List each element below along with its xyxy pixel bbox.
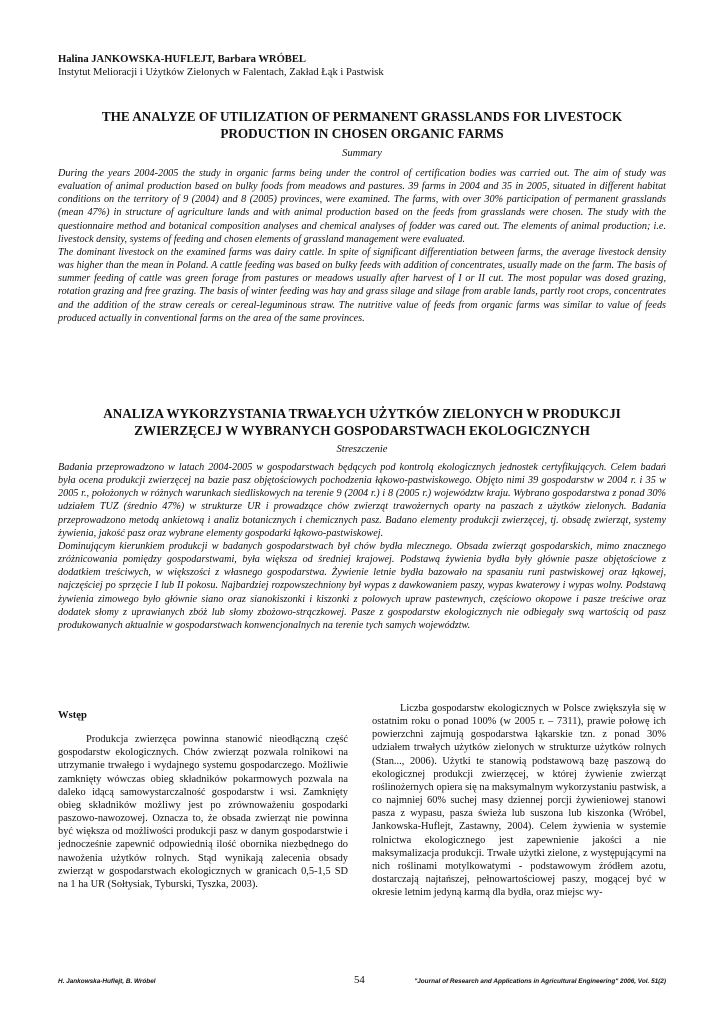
polish-title: ANALIZA WYKORZYSTANIA TRWAŁYCH UŻYTKÓW ZIELONYCH W PRODUKCJI ZWIERZĘCEJ W WYBRANYCH GOSPODARSTWACH EKOLOGICZNYCH bbox=[103, 406, 621, 438]
polish-abstract-paragraph-2: Dominującym kierunkiem produkcji w badanych gospodarstwach był chów bydła mlecznego. Obsada zwierząt gospodarskich, mimo znacznego zróżnicowania pomiędzy gospodarstwami, była większa od średniej krajowej. Podstawą żywienia bydła były głównie pasze objętościowe z dodatkiem treściwych, w większości z własnego gospodarstwa. Żywienie letnie bydła bazowało na spasaniu runi pastwiskowej oraz łąkowej, najczęściej po sprzęcie I lub II pokosu. Najbardziej rozpowszechniony był wypas z dawkowaniem paszy, wypas kwaterowy i wypas wolny. Podstawą żywienia zimowego było głównie siano oraz sianokiszonki i kiszonki z polowych upraw pastewnych, częściowo okopowe i pasze treściwe oraz dodatek słomy z uprawianych zbóż lub słomy zbożowo-strączkowej. Pasze z gospodarstw ekologicznych nie odbiegały swą wartością od pasz produkowanych aktualnie w gospodarstwach konwencjonalnych na terenie tych samych województw. bbox=[58, 540, 666, 631]
polish-abstract-paragraph-1: Badania przeprowadzono w latach 2004-2005 w gospodarstwach będących pod kontrolą ekologicznych jednostek certyfikujących. Celem badań była ocena produkcji zwierzęcej na bazie pasz objętościowych pochodzenia łąkowo-pastwiskowego. Objęto nimi 39 gospodarstw w 2004 r. i 35 w 2005 r., położonych w różnych warunkach siedliskowych na terenie 9 (2004 r.) i 8 (2005 r.) województw kraju. Wybrano gospodarstwa z ponad 30% udziałem TUZ (średnio 47%) w strukturze UR i prowadzące chów zwierząt trawożernych oparty na paszach z użytków zielonych. Badania przeprowadzono metodą ankietową i analiz botanicznych i chemicznych pasz. Badano elementy produkcji zwierzęcej, tj. obsadę zwierząt, systemy żywienia, jakość pasz oraz wybrane elementy gospodarki łąkowo-pastwiskowej. bbox=[58, 462, 666, 539]
streszczenie-heading: Streszczenie bbox=[336, 444, 388, 455]
authors: Halina JANKOWSKA-HUFLEJT, Barbara WRÓBEL bbox=[58, 54, 307, 65]
affiliation: Instytut Melioracji i Użytków Zielonych w Falentach, Zakład Łąk i Pastwisk bbox=[58, 67, 384, 78]
english-abstract bbox=[58, 167, 666, 325]
body-column-right bbox=[372, 702, 666, 899]
body-column-left bbox=[58, 702, 348, 891]
section-heading-wstep: Wstęp bbox=[58, 710, 87, 721]
body-paragraph-left: Produkcja zwierzęca powinna stanowić nieodłączną część gospodarstw ekologicznych. Chów zwierząt pozwala rolnikowi na utrzymanie trwałego i wydajnego systemu gospodarczego. Możliwie zamknięty wówczas obieg składników pokarmowych pozwala na daleko idącą samowystarczalność gospodarstw i wsi. Zamknięty obieg składników możliwy jest po zrównoważeniu gospodarki paszowo-nawozowej. Oznacza to, że obsada zwierząt nie powinna być większa od możliwości produkcji pasz w danym gospodarstwie i jednocześnie zapewnić odpowiednią ilość obornika niezbędnego do nawożenia użytków rolnych. Stąd wynikają zalecenia obsady zwierząt w gospodarstwach ekologicznych w granicach 0,5-1,5 SD na 1 ha UR (Sołtysiak, Tyburski, Tyszka, 2003). bbox=[58, 734, 348, 890]
footer-journal: "Journal of Research and Applications in Agricultural Engineering" 2006, Vol. 51(2) bbox=[414, 978, 666, 985]
page-footer bbox=[58, 974, 666, 994]
polish-abstract bbox=[58, 461, 666, 632]
footer-authors: H. Jankowska-Huflejt, B. Wróbel bbox=[58, 978, 156, 985]
english-title: THE ANALYZE OF UTILIZATION OF PERMANENT GRASSLANDS FOR LIVESTOCK PRODUCTION IN CHOSEN ORGANIC FARMS bbox=[101, 109, 623, 141]
body-paragraph-right: Liczba gospodarstw ekologicznych w Polsce zwiększyła się w ostatnim roku o ponad 100% (w 2005 r. – 7311), prawie połowę ich powierzchni zajmują gospodarstwa łąkarskie tzn. z ponad 30% udziałem trwałych użytków zielonych w strukturze użytków rolnych (Stan..., 2006). Użytki te stanowią podstawową bazę paszową do ekologicznej produkcji zwierzęcej, w której żywienie zwierząt roślinożernych opiera się na maksymalnym wykorzystaniu pastwisk, a co najmniej 60% suchej masy dziennej porcji żywieniowej stanowi pasza z wypasu, pasza świeża lub suszona lub kiszonka (Wróbel, Jankowska-Huflejt, Zastawny, 2004). Celem żywienia w systemie rolnictwa ekologicznego jest zapewnienie jakości a nie maksymalizacja produkcji. Trwałe użytki zielone, z występującymi na nich roślinami motylkowatymi - podstawowym źródłem azotu, dostarczają najtańszej, pełnowartościowej paszy, mogącej być w okresie letnim jedyną karmą dla bydła, oraz miejsc wy- bbox=[372, 703, 666, 899]
english-abstract-paragraph-1: During the years 2004-2005 the study in organic farms being under the control of certification bodies was carried out. The aim of study was evaluation of animal production based on bulky foods from meadows and pastures. 39 farms in 2004 and 35 in 2005, situated in different habitat conditions on the territory of 9 (2004) and 8 (2005) provinces, were examined. The farms, with over 30% participation of permanent grasslands (mean 47%) in structure of agriculture lands and with animal production based on the feeds from grasslands were chosen. The study with the questionnaire method and botanical composition analyses and chemical analyses of fodder was cared out. The elements of animal production; i.e. livestock density, systems of feeding and chosen elements of grassland management were evaluated. bbox=[58, 168, 666, 245]
english-abstract-paragraph-2: The dominant livestock on the examined farms was dairy cattle. In spite of significant differentiation between farms, the average livestock density was higher than the mean in Poland. A cattle feeding was based on bulky feeds with addition of concentrates, usually made on the farm. The basis of summer feeding of cattle was green forage from pastures or meadows usually after harvest of I or II cut. The most popular was dosed grazing, rotation grazing and free grazing. The basis of winter feeding was hay and grass silage and silage from arable lands, partly root crops, concentrates and the addition of the straw cereals or cereal-leguminous straw. The nutritive value of feeds from organic farms was similar to value of feeds produced actually in conventional farms on the area of the same provinces. bbox=[58, 246, 666, 324]
summary-heading: Summary bbox=[342, 148, 382, 159]
page-number: 54 bbox=[354, 974, 365, 986]
